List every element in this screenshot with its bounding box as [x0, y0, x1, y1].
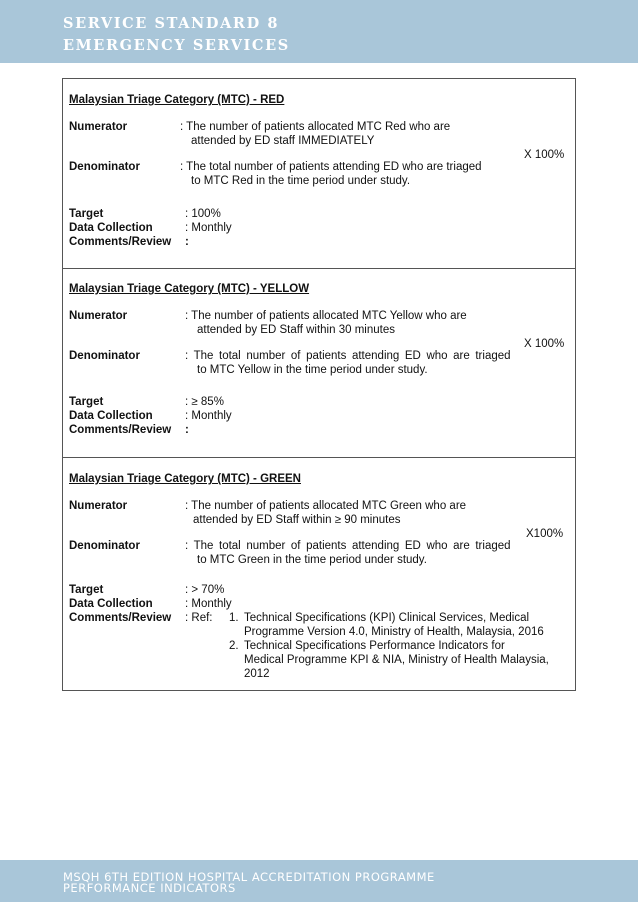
reference-text-line2: Programme Version 4.0, Ministry of Health, Malaysia, 2016 — [244, 626, 544, 638]
numerator-text-line1: : The number of patients allocated MTC Yellow who are — [185, 310, 467, 322]
reference-text-line1: Technical Specifications Performance Indicators for — [244, 640, 505, 652]
denominator-label: Denominator — [69, 161, 140, 173]
comments-value: : — [185, 424, 189, 436]
comments-value: : Ref: — [185, 612, 213, 624]
comments-label: Comments/Review — [69, 236, 172, 248]
data-collection-value: : Monthly — [185, 410, 232, 422]
page-footer — [0, 860, 638, 902]
multiplier: X100% — [526, 528, 564, 540]
numerator-text-line1: : The number of patients allocated MTC Red who are — [180, 121, 451, 133]
numerator-text-line2: attended by ED Staff within 30 minutes — [197, 324, 395, 336]
data-collection-label: Data Collection — [69, 222, 153, 234]
target-label: Target — [69, 208, 104, 220]
denominator-text-line1: : The total number of patients attending ED who are triaged — [185, 350, 511, 362]
comments-label: Comments/Review — [69, 424, 172, 436]
reference-text-line3: 2012 — [244, 668, 270, 680]
data-collection-value: : Monthly — [185, 222, 232, 234]
section-title: Malaysian Triage Category (MTC) - RED — [69, 94, 285, 106]
section-title: Malaysian Triage Category (MTC) - YELLOW — [69, 283, 310, 295]
header-service-title: EMERGENCY SERVICES — [63, 37, 290, 54]
section-mtc-green — [63, 458, 575, 690]
denominator-label: Denominator — [69, 540, 140, 552]
page-header — [0, 0, 638, 63]
data-collection-label: Data Collection — [69, 410, 153, 422]
footer-indicators-line: PERFORMANCE INDICATORS — [63, 881, 236, 895]
header-standard-title: SERVICE STANDARD 8 — [63, 15, 280, 32]
data-collection-label: Data Collection — [69, 598, 153, 610]
reference-text-line1: Technical Specifications (KPI) Clinical Services, Medical — [244, 612, 530, 624]
numerator-text-line2: attended by ED staff IMMEDIATELY — [191, 135, 375, 147]
target-label: Target — [69, 396, 104, 408]
comments-value: : — [185, 236, 189, 248]
section-title: Malaysian Triage Category (MTC) - GREEN — [69, 473, 301, 485]
data-collection-value: : Monthly — [185, 598, 232, 610]
denominator-text-line1: : The total number of patients attending ED who are triaged — [185, 540, 511, 552]
reference-text-line2: Medical Programme KPI & NIA, Ministry of Health Malaysia, — [244, 654, 549, 666]
target-label: Target — [69, 584, 104, 596]
target-value: : 100% — [185, 208, 221, 220]
numerator-text-line2: attended by ED Staff within ≥ 90 minutes — [193, 514, 401, 526]
footer-programme-line: MSQH 6TH EDITION HOSPITAL ACCREDITATION PROGRAMME — [63, 870, 435, 884]
indicator-table — [62, 78, 576, 691]
comments-label: Comments/Review — [69, 612, 172, 624]
target-value: : > 70% — [185, 584, 225, 596]
denominator-label: Denominator — [69, 350, 140, 362]
reference-number: 1. — [229, 612, 239, 624]
denominator-text-line2: to MTC Green in the time period under study. — [197, 554, 427, 566]
multiplier: X 100% — [524, 149, 565, 161]
section-mtc-yellow — [63, 269, 575, 458]
denominator-text-line1: : The total number of patients attending ED who are triaged — [180, 161, 482, 173]
numerator-label: Numerator — [69, 500, 128, 512]
numerator-label: Numerator — [69, 121, 128, 133]
numerator-label: Numerator — [69, 310, 128, 322]
target-value: : ≥ 85% — [185, 396, 224, 408]
reference-number: 2. — [229, 640, 239, 652]
denominator-text-line2: to MTC Yellow in the time period under study. — [197, 364, 428, 376]
section-mtc-red — [63, 79, 575, 269]
multiplier: X 100% — [524, 338, 565, 350]
denominator-text-line2: to MTC Red in the time period under study. — [191, 175, 411, 187]
numerator-text-line1: : The number of patients allocated MTC Green who are — [185, 500, 467, 512]
